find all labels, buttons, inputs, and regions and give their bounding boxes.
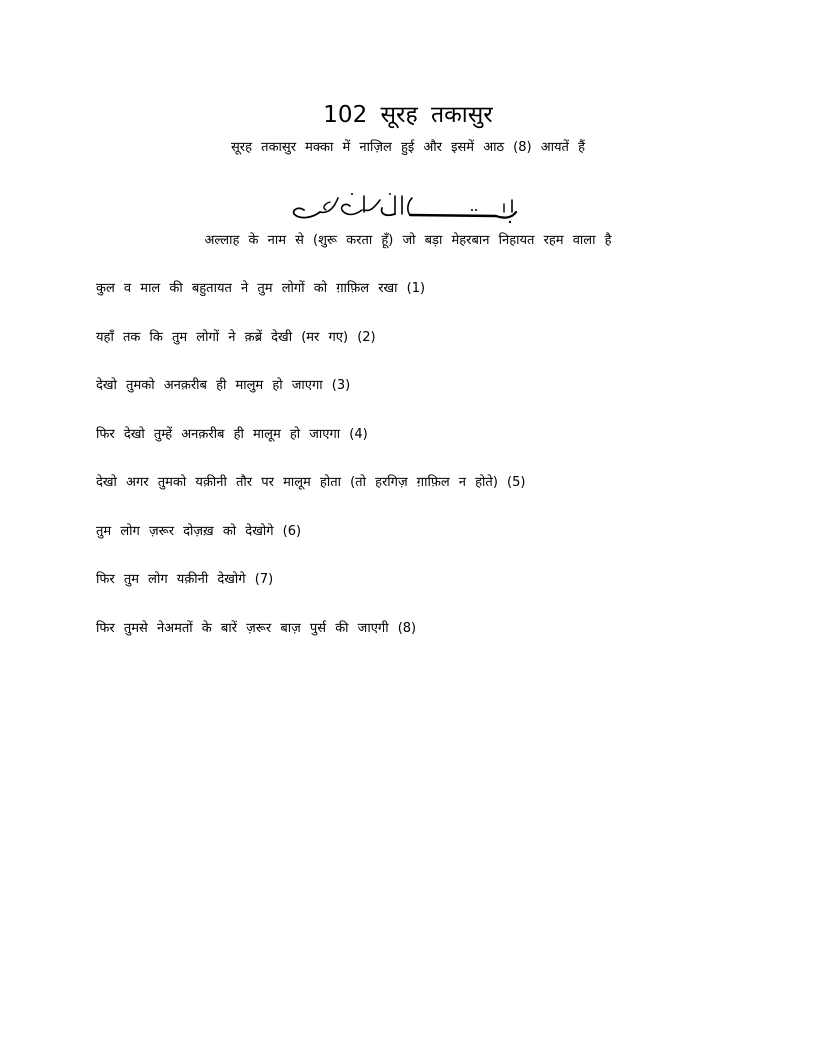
verse-2: यहाँ तक कि तुम लोगों ने क़ब्रें देखी (मर गए) (2) bbox=[96, 329, 376, 345]
verse-6: तुम लोग ज़रूर दोज़ख़ को देखोगे (6) bbox=[96, 523, 302, 539]
verse-1: कुल व माल की बहुतायत ने तुम लोगों को ग़ाफ़िल रखा (1) bbox=[96, 281, 426, 296]
surah-title: 102 सूरह तकासुर bbox=[323, 102, 493, 128]
verse-list bbox=[96, 278, 786, 666]
verse-4: फिर देखो तुम्हें अनक़रीब ही मालूम हो जाएगा (4) bbox=[96, 426, 368, 442]
bismillah-translation: अल्लाह के नाम से (शुरू करता हूँ) जो बड़ा मेहरबान निहायत रहम वाला है bbox=[204, 233, 612, 248]
verse-7: फिर तुम लोग यक़ीनी देखोगे (7) bbox=[96, 572, 274, 587]
bismillah-calligraphy-icon bbox=[290, 190, 526, 226]
verse-5: देखो अगर तुमको यक़ीनी तौर पर मालूम होता (तो हरगिज़ ग़ाफ़िल न होते) (5) bbox=[96, 475, 526, 490]
verse-3: देखो तुमको अनक़रीब ही मालुम हो जाएगा (3) bbox=[96, 378, 351, 393]
surah-subtitle: सूरह तकासुर मक्का में नाज़िल हुई और इसमें आठ (8) आयतें हैं bbox=[231, 140, 585, 155]
verse-8: फिर तुमसे नेअमतों के बारें ज़रूर बाज़ पुर्स की जाएगी (8) bbox=[96, 620, 417, 636]
